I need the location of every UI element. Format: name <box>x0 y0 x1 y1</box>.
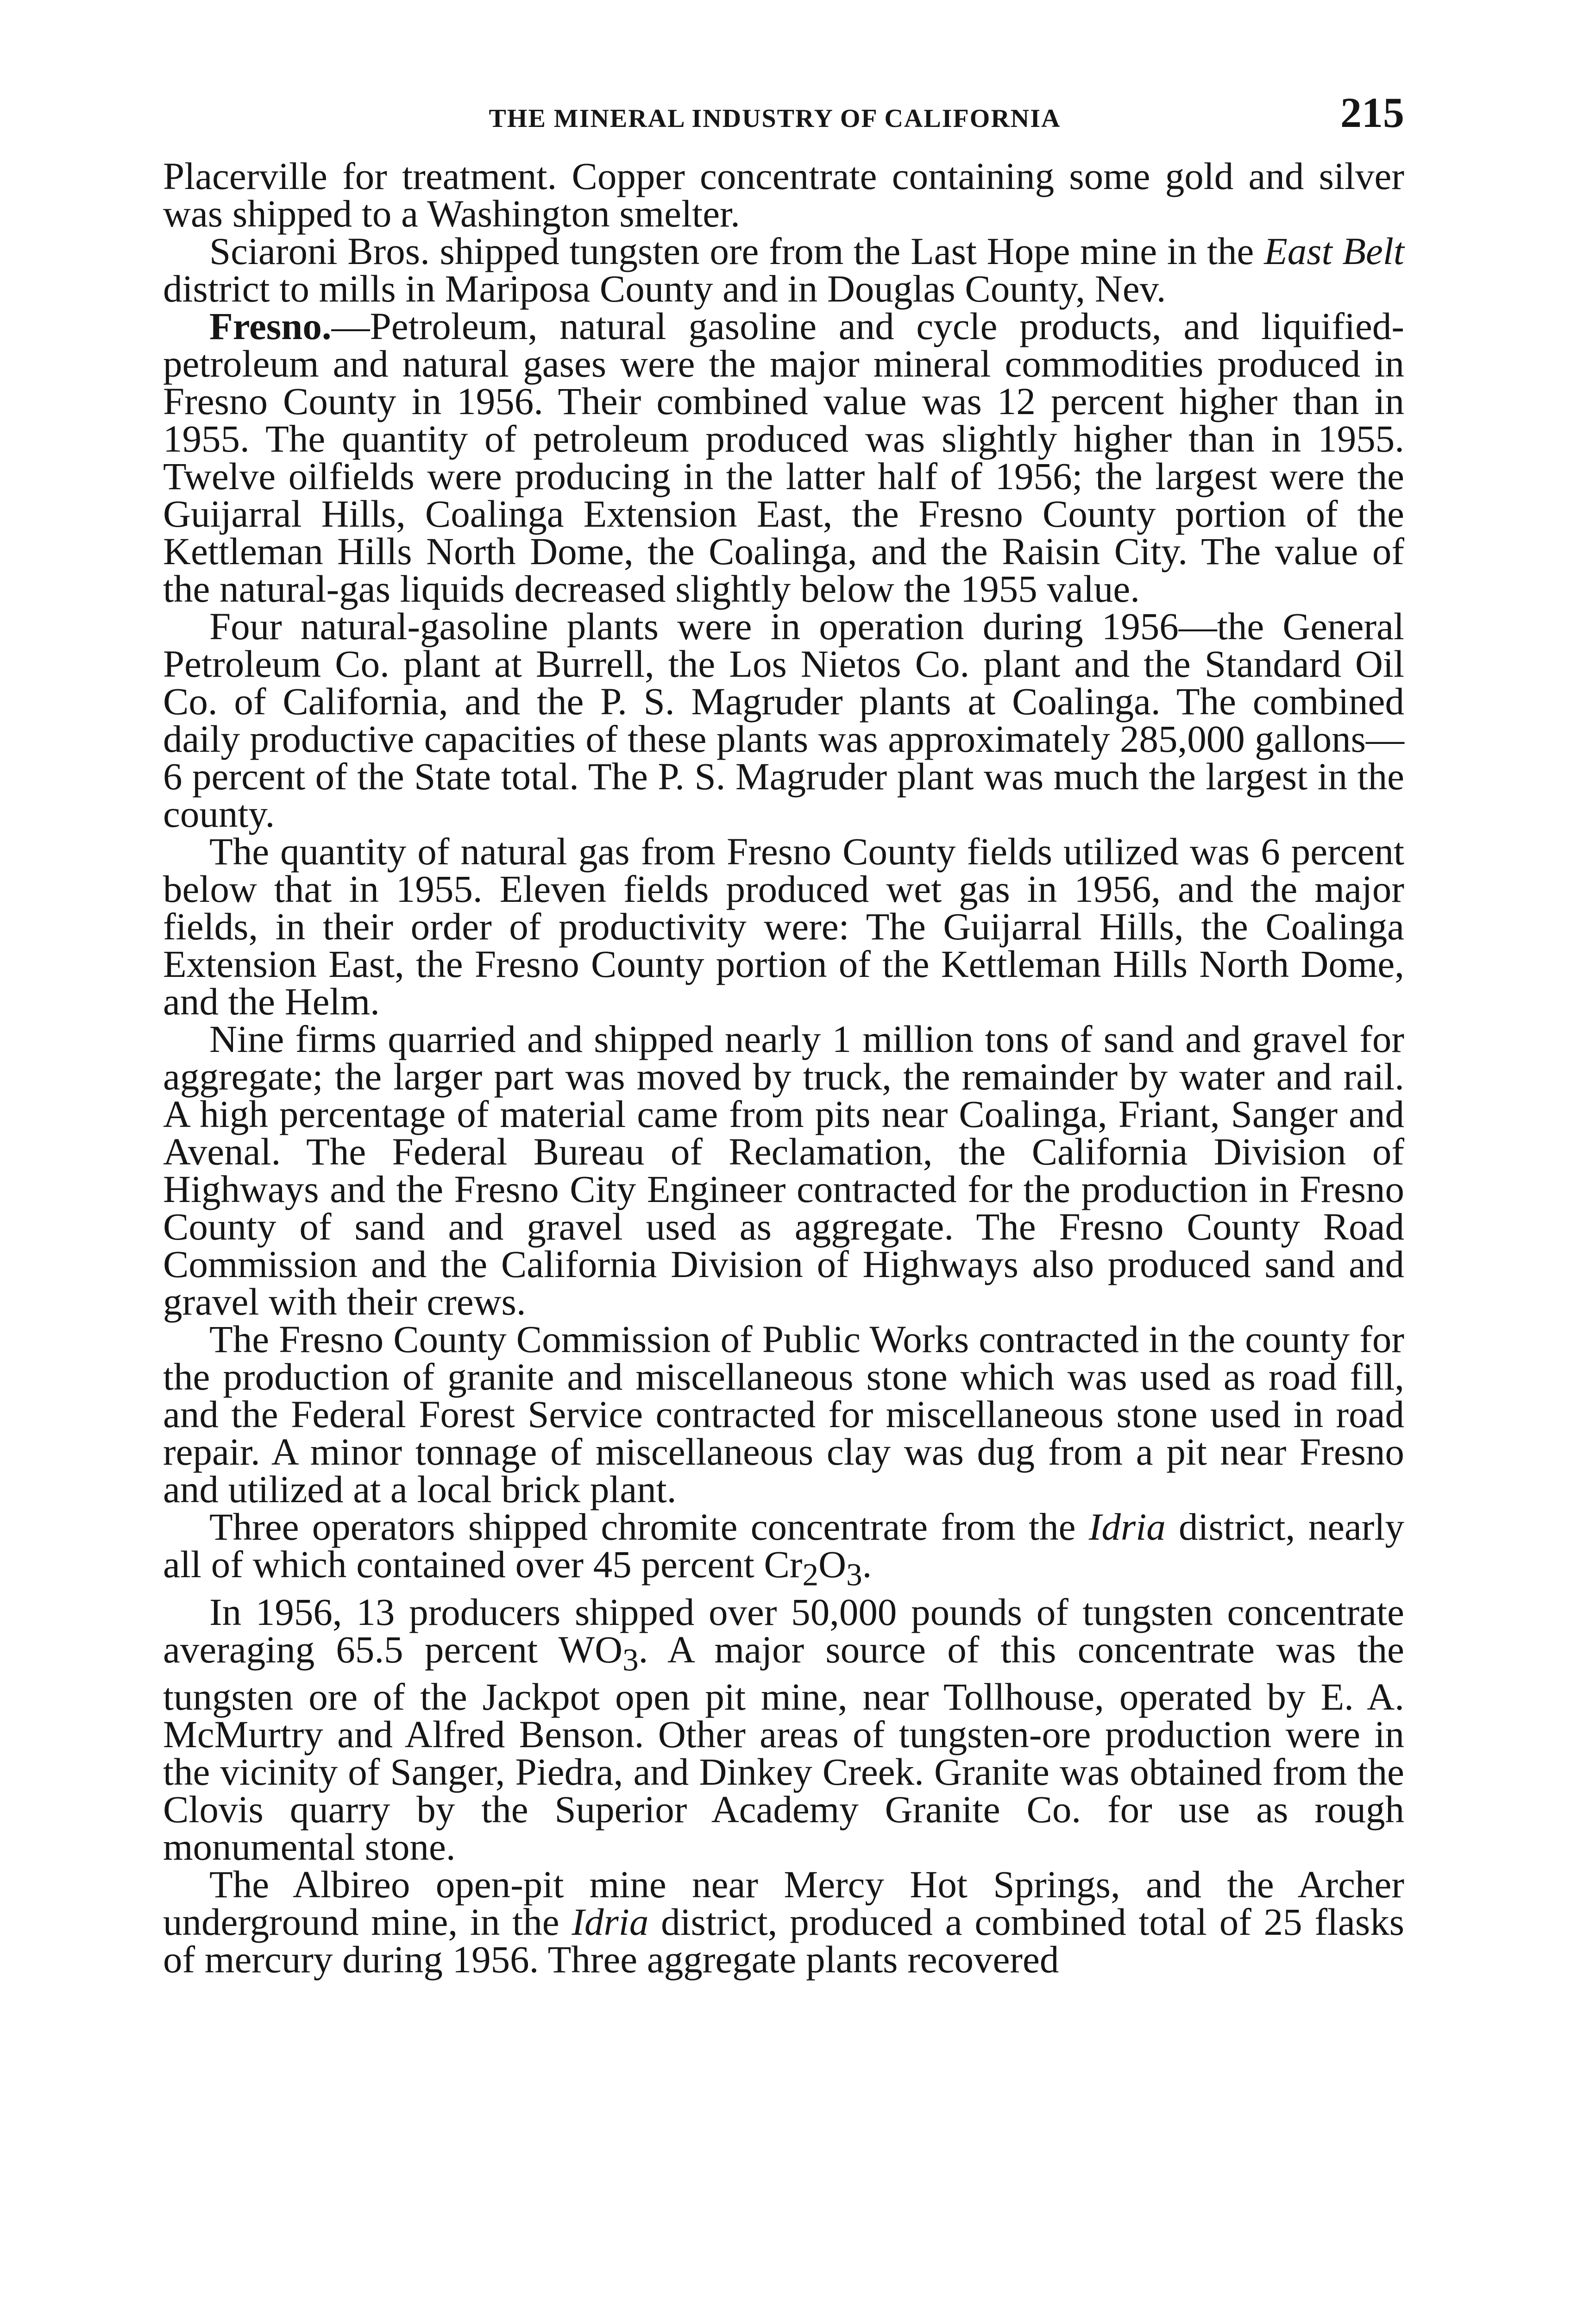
text-run: O <box>818 1543 847 1586</box>
paragraph <box>163 230 1404 310</box>
running-title: THE MINERAL INDUSTRY OF CALIFORNIA <box>489 104 1061 133</box>
text-run: The quantity of natural gas from Fresno County fields utilized was 6 percent below that in 1955. Eleven fields produced wet gas in 1956, and the major fields, in their order of productivity were: The Guijarral Hills, the Coalinga Extension East, the Fresno County portion of the Kettleman Hills North Dome, and the Helm. <box>163 830 1404 1023</box>
text-run: . A major source of this concentrate was the tungsten ore of the Jackpot open pit mine, near Tollhouse, operated by E. A. McMurtry and Alfred Benson. Other areas of tungsten-ore production were in the vicinity of Sanger, Piedra, and Dinkey Creek. Granite was obtained from the Clovis quarry by the Superior Academy Granite Co. for use as rough monumental stone. <box>163 1628 1405 1869</box>
paragraph <box>163 157 1404 233</box>
paragraph <box>163 605 1404 835</box>
italic-text: East Belt <box>1264 230 1404 272</box>
text-run: The Albireo open-pit mine near Mercy Hot Springs, and the Archer underground mine, in the <box>163 1863 1404 1944</box>
section-run-in-heading: Fresno. <box>209 305 332 347</box>
paragraph <box>163 1020 1404 1321</box>
text-run: In 1956, 13 producers shipped over 50,000 pounds of tungsten concentrate averaging 65.5 percent WO <box>163 1590 1404 1671</box>
text-run: . <box>862 1543 872 1586</box>
text-run: Placerville for treatment. Copper concentrate containing some gold and silver was shipped to a Washington smelter. <box>163 155 1404 235</box>
paragraph <box>163 830 1404 1023</box>
italic-text: Idria <box>1088 1505 1166 1548</box>
subscript: 3 <box>622 1642 639 1678</box>
text-run: Nine firms quarried and shipped nearly 1 million tons of sand and gravel for aggregate; the larger part was moved by truck, the remainder by water and rail. A high percentage of material came from pits near Coalinga, Friant, Sanger and Avenal. The Federal Bureau of Reclamation, the California Division of Highways and the Fresno City Engineer contracted for the production in Fresno County of sand and gravel used as aggregate. The Fresno County Road Commission and the California Division of Highways also produced sand and gravel with their crews. <box>163 1018 1404 1323</box>
page-number: 215 <box>1340 89 1404 136</box>
paragraph <box>163 1505 1404 1593</box>
text-run: —Petroleum, natural gasoline and cycle products, and liquified-petroleum and natural gases were the major mineral commodities produced in Fresno County in 1956. Their combined value was 12 percent higher than in 1955. The quantity of petroleum produced was slightly higher than in 1955. Twelve oilfields were producing in the latter half of 1956; the largest were the Guijarral Hills, Coalinga Extension East, the Fresno County portion of the Kettleman Hills North Dome, the Coalinga, and the Raisin City. The value of the natural-gas liquids decreased slightly below the 1955 value. <box>163 305 1404 610</box>
text-run: district to mills in Mariposa County and in Douglas County, Nev. <box>163 267 1166 310</box>
text-run: Cr <box>764 1543 803 1586</box>
subscript: 3 <box>846 1556 862 1592</box>
paragraph <box>163 1590 1405 1869</box>
italic-text: Idria <box>572 1901 649 1944</box>
subscript: 2 <box>802 1556 819 1592</box>
document-page <box>163 88 1405 1981</box>
text-run: The Fresno County Commission of Public Works contracted in the county for the production of granite and miscellaneous stone which was used as road fill, and the Federal Forest Service contracted for miscellaneous stone used in road repair. A minor tonnage of miscellaneous clay was dug from a pit near Fresno and utilized at a local brick plant. <box>163 1318 1404 1510</box>
text-run: Three operators shipped chromite concentrate from the <box>209 1505 1089 1548</box>
text-run: district, nearly all of which contained over 45 percent <box>163 1505 1404 1586</box>
paragraph <box>163 1318 1404 1510</box>
paragraph <box>163 305 1404 610</box>
running-header <box>163 88 1404 157</box>
text-run: district, produced a combined total of 25 flasks of mercury during 1956. Three aggregate plants recovered <box>163 1901 1404 1981</box>
body-text <box>163 155 1405 1981</box>
text-run: Four natural-gasoline plants were in operation during 1956—the General Petroleum Co. plant at Burrell, the Los Nietos Co. plant and the Standard Oil Co. of California, and the P. S. Magruder plants at Coalinga. The combined daily productive capacities of these plants was approximately 285,000 gallons—6 percent of the State total. The P. S. Magruder plant was much the largest in the county. <box>163 605 1404 835</box>
text-run: Sciaroni Bros. shipped tungsten ore from the Last Hope mine in the <box>209 230 1264 272</box>
paragraph <box>163 1863 1404 1981</box>
